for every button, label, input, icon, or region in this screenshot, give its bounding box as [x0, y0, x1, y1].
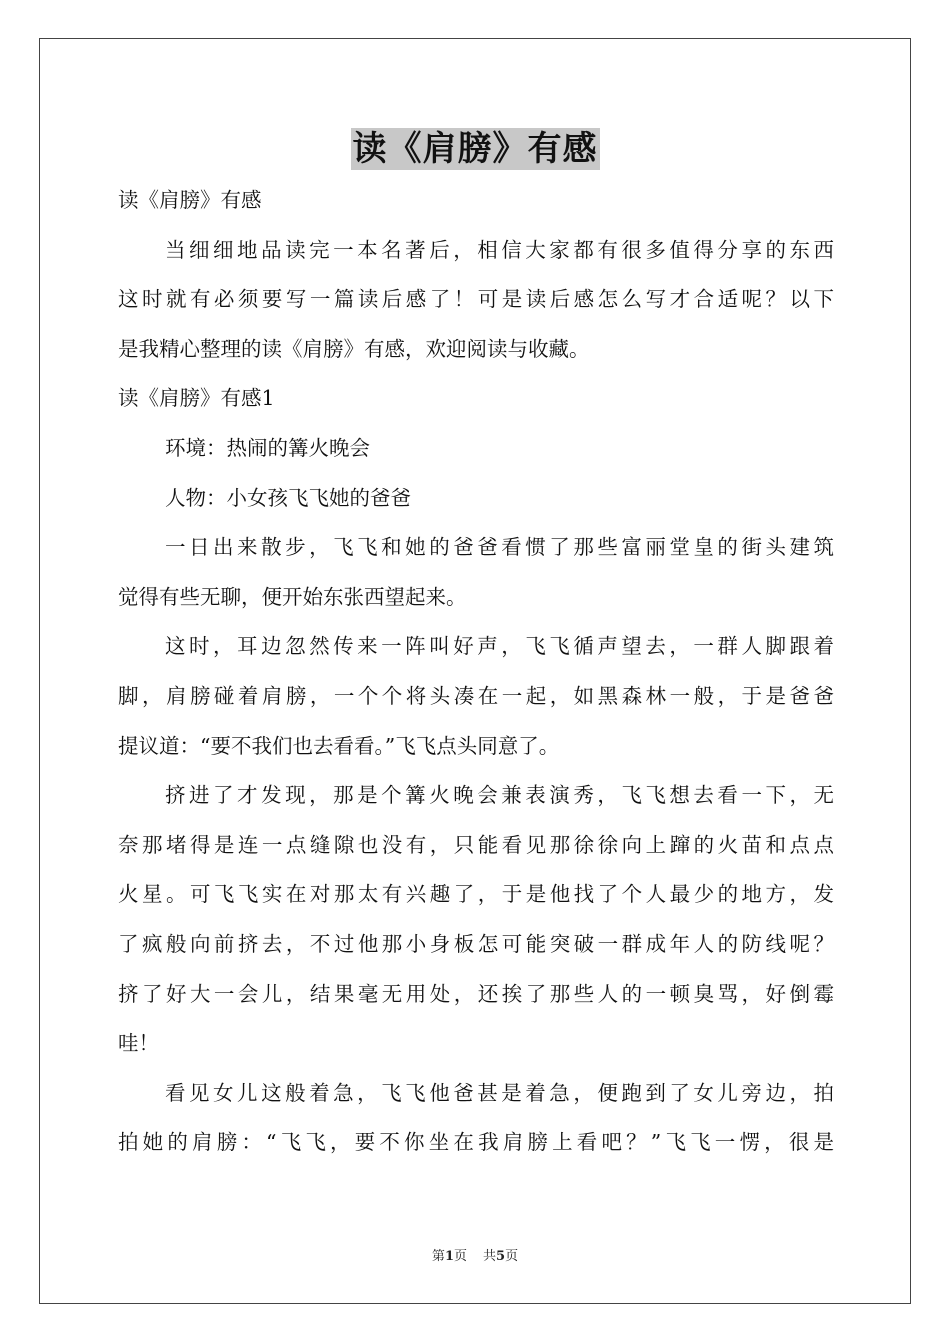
text-line: 当细细地品读完一本名著后，相信大家都有很多值得分享的东西 — [165, 237, 834, 262]
text-line: 觉得有些无聊，便开始东张西望起来。 — [118, 584, 467, 609]
text-line: 脚，肩膀碰着肩膀，一个个将头凑在一起，如黑森林一般，于是爸爸 — [118, 683, 834, 708]
text-line: 这时，耳边忽然传来一阵叫好声，飞飞循声望去，一群人脚跟着 — [165, 634, 834, 659]
text-line: 拍她的肩膀：“飞飞，要不你坐在我肩膀上看吧？”飞飞一愣，很是 — [118, 1130, 834, 1155]
total-suffix: 页 — [505, 1249, 519, 1264]
text-line: 这时就有必须要写一篇读后感了！可是读后感怎么写才合适呢？以下 — [118, 287, 834, 312]
text-line: 环境：热闹的篝火晚会 — [165, 435, 370, 460]
text-line: 提议道：“要不我们也去看看。”飞飞点头同意了。 — [118, 733, 560, 758]
text-line: 火星。可飞飞实在对那太有兴趣了，于是他找了个人最少的地方，发 — [118, 882, 834, 907]
page-footer — [0, 1245, 950, 1264]
text-line: 读《肩膀》有感 — [118, 188, 262, 212]
document-body — [118, 176, 834, 1168]
page-suffix: 页 — [453, 1249, 467, 1264]
page-prefix: 第 — [431, 1249, 445, 1264]
text-line: 哇！ — [118, 1031, 159, 1056]
document-title: 读《肩膀》有感 — [352, 129, 598, 169]
text-line: 奈那堵得是连一点缝隙也没有，只能看见那徐徐向上蹿的火苗和点点 — [118, 832, 834, 857]
text-line: 挤了好大一会儿，结果毫无用处，还挨了那些人的一顿臭骂，好倒霉 — [118, 981, 834, 1006]
text-line: 一日出来散步，飞飞和她的爸爸看惯了那些富丽堂皇的街头建筑 — [165, 535, 834, 560]
total-pages: 5 — [496, 1249, 506, 1264]
text-line: 读《肩膀》有感1 — [118, 386, 275, 411]
text-line: 是我精心整理的读《肩膀》有感，欢迎阅读与收藏。 — [118, 336, 590, 361]
text-line: 人物：小女孩飞飞她的爸爸 — [165, 485, 411, 510]
text-line: 看见女儿这般着急，飞飞他爸甚是着急，便跑到了女儿旁边，拍 — [165, 1080, 834, 1105]
title-container — [0, 128, 950, 170]
text-line: 了疯般向前挤去，不过他那小身板怎可能突破一群成年人的防线呢？ — [118, 931, 834, 956]
page-number: 1 — [444, 1249, 454, 1264]
text-line: 挤进了才发现，那是个篝火晚会兼表演秀，飞飞想去看一下，无 — [165, 783, 834, 808]
total-prefix: 共 — [483, 1249, 497, 1264]
